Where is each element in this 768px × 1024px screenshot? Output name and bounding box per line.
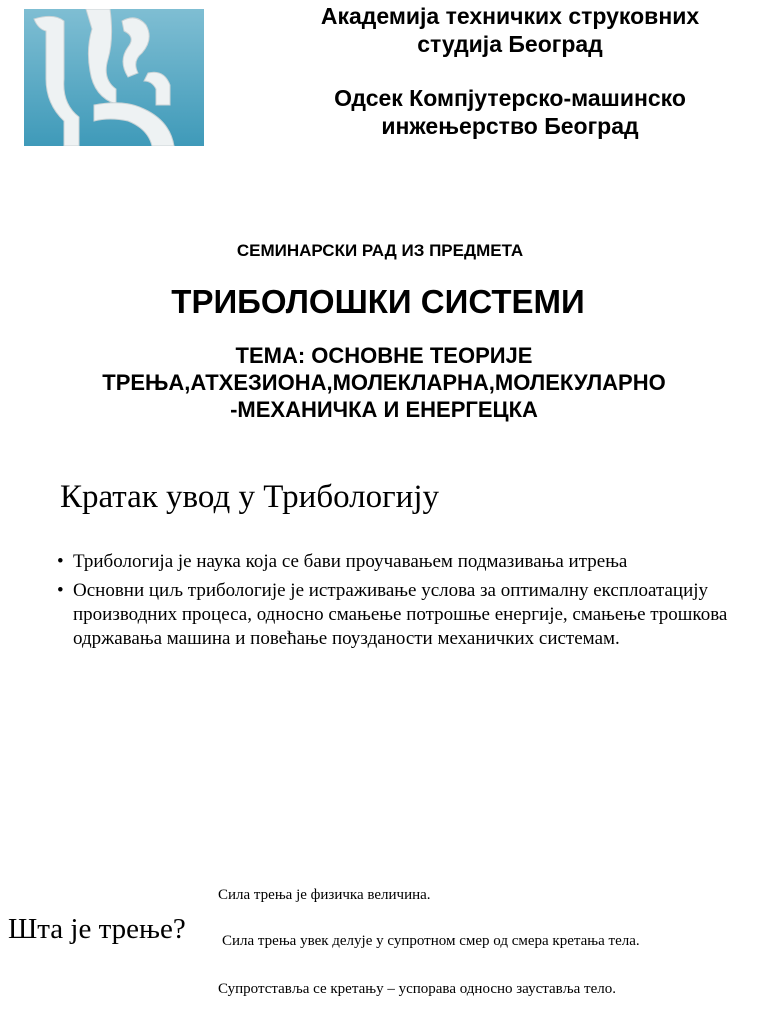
friction-question: Шта је трење?: [8, 913, 186, 945]
department-line-2: инжењерство Београд: [381, 113, 639, 139]
department-name: [230, 84, 768, 140]
topic-title: [0, 342, 768, 423]
institution-line-2: студија Београд: [417, 31, 603, 57]
institution-line-1: Академија техничких струковних: [320, 3, 700, 29]
topic-line-3: -МЕХАНИЧКА И ЕНЕРГЕЦКА: [230, 397, 538, 422]
institution-logo: [24, 9, 204, 146]
subject-title: ТРИБОЛОШКИ СИСТЕМИ: [171, 283, 585, 320]
intro-bullet-list: [57, 550, 747, 656]
institution-name: [230, 2, 768, 58]
bullet-item: • Трибологија је наука која се бави проучавањем подмазивања итрења: [57, 550, 747, 574]
topic-line-1: ТЕМА: ОСНОВНЕ ТЕОРИЈЕ: [235, 343, 533, 368]
seminar-subtitle: СЕМИНАРСКИ РАД ИЗ ПРЕДМЕТА: [236, 241, 524, 260]
sculpture-logo-icon: [24, 9, 204, 146]
bullet-item: • Основни циљ трибологије је истраживање услова за оптималну експлоатацију производних процеса, односно смањење потрошње енергије, смањење трошкова одржавања машина и повећање поузданости механичких системам.: [57, 579, 747, 651]
topic-line-2: ТРЕЊА,АТХЕЗИОНА,МОЛЕКЛАРНА,МОЛЕКУЛАРНО: [102, 370, 666, 395]
department-line-1: Одсек Компјутерско-машинско: [334, 85, 686, 111]
friction-statement-2: Сила трења увек делује у супротном смер од смера кретања тела.: [222, 933, 640, 949]
intro-heading: Кратак увод у Трибологију: [60, 479, 440, 515]
friction-statement-1: Сила трења је физичка величина.: [218, 887, 431, 903]
friction-statement-3: Супротставља се кретању – успорава односно зауставља тело.: [218, 981, 616, 997]
